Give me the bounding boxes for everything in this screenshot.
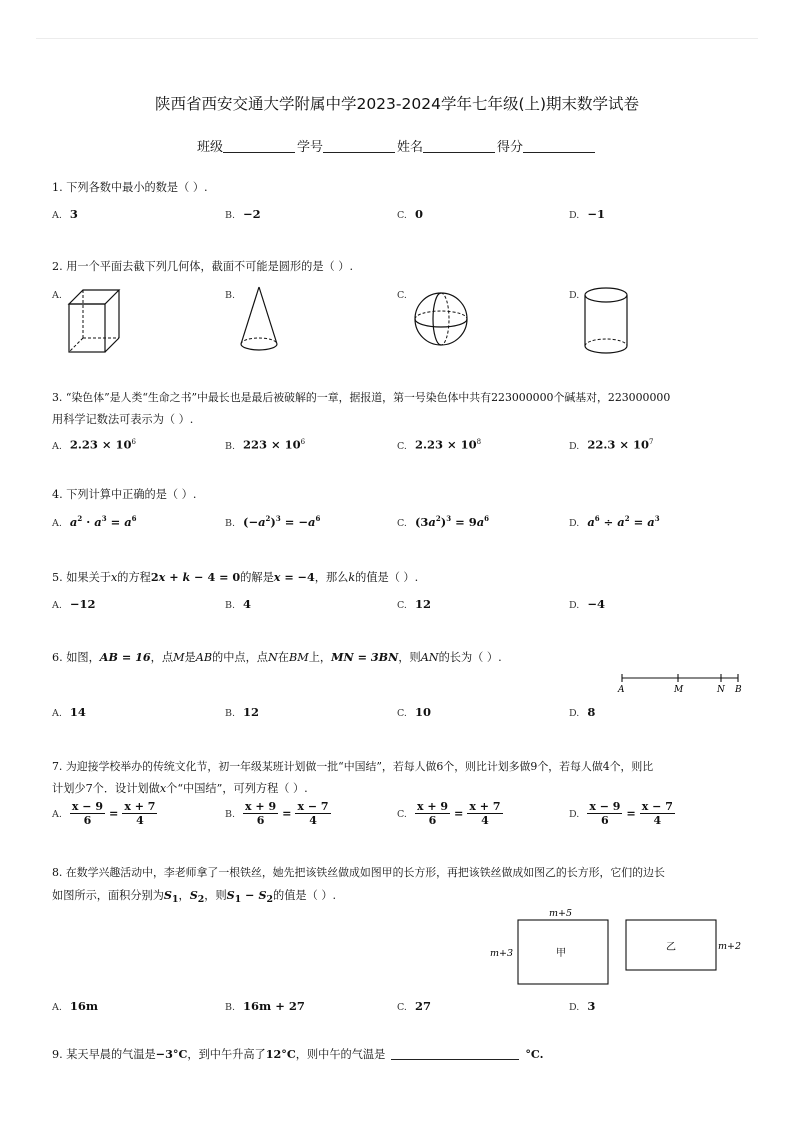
jia-top-label: m+5 bbox=[549, 908, 573, 919]
class-field: 班级 bbox=[197, 136, 297, 155]
option-b[interactable]: B. −2 bbox=[225, 207, 261, 221]
score-field: 得分 bbox=[497, 136, 597, 155]
question-4-stem: 4. 下列计算中正确的是（ ）. bbox=[52, 488, 197, 501]
option-a[interactable]: A. 3 bbox=[52, 207, 78, 221]
option-c[interactable]: C. $\frac{x + 9}{6}$ = $\frac{x + 7}{4}$ bbox=[397, 800, 501, 827]
option-c[interactable]: C. 12 bbox=[397, 597, 431, 611]
jia-center-label: 甲 bbox=[556, 948, 566, 959]
question-6-options bbox=[52, 701, 742, 723]
option-a[interactable]: A. $\frac{x - 9}{6}$ = $\frac{x + 7}{4}$ bbox=[52, 800, 156, 827]
cylinder-figure bbox=[582, 286, 632, 358]
student-id-blank[interactable] bbox=[323, 139, 395, 153]
option-c[interactable]: C. 10 bbox=[397, 705, 431, 719]
option-b[interactable]: B. 4 bbox=[225, 597, 252, 611]
option-d[interactable]: D. $22.3 \times 10^7$ bbox=[569, 437, 654, 452]
rectangles-figure bbox=[486, 906, 748, 988]
question-5 bbox=[52, 566, 742, 615]
option-b[interactable]: B. $223 \times 10^6$ bbox=[225, 437, 306, 452]
question-5-options bbox=[52, 593, 742, 615]
question-8-stem-line1: 8. 在数学兴趣活动中，李老师拿了一根铁丝，她先把该铁丝做成如图甲的长方形，再把该铁丝做成如图乙的长方形，它们的边长 bbox=[52, 866, 665, 879]
question-3-options bbox=[52, 431, 742, 453]
header-rule bbox=[36, 38, 758, 39]
question-1-stem: 1. 下列各数中最小的数是（ ）. bbox=[52, 181, 208, 194]
option-d[interactable]: D. $a^6 \div a^2 = a^3$ bbox=[569, 514, 660, 529]
question-4-options bbox=[52, 508, 742, 530]
question-2-options bbox=[52, 284, 742, 364]
option-a[interactable]: A. bbox=[52, 290, 62, 301]
point-m-label: M bbox=[674, 685, 684, 694]
question-1 bbox=[52, 177, 742, 225]
question-8-stem-line2: 如图所示，面积分别为$S_1$，$S_2$，则$S_1 - S_2$的值是（ ）. bbox=[52, 888, 337, 906]
question-9 bbox=[52, 1043, 742, 1066]
option-c[interactable]: C. 0 bbox=[397, 207, 423, 221]
option-d[interactable]: D. 8 bbox=[569, 705, 596, 719]
segment-figure bbox=[616, 670, 746, 694]
option-a[interactable]: A. $2.23 \times 10^6$ bbox=[52, 437, 137, 452]
student-id-field: 学号 bbox=[297, 136, 397, 155]
option-b[interactable]: B. $(-a^2)^3 = -a^6$ bbox=[225, 514, 321, 529]
option-d[interactable]: D. −1 bbox=[569, 207, 605, 221]
option-d[interactable]: D. 3 bbox=[569, 999, 596, 1014]
class-blank[interactable] bbox=[223, 139, 295, 153]
option-c[interactable]: C. $2.23 \times 10^8$ bbox=[397, 437, 482, 452]
option-d[interactable]: D. bbox=[569, 290, 580, 301]
point-b-label: B bbox=[735, 685, 742, 694]
score-blank[interactable] bbox=[523, 139, 595, 153]
question-7-options bbox=[52, 800, 742, 834]
answer-blank[interactable] bbox=[391, 1047, 519, 1060]
question-6-stem: 6. 如图，AB = 16，点M是AB的中点，点N在BM上，MN = 3BN，则AN的长为（ ）. bbox=[52, 650, 502, 664]
yi-right-label: m+2 bbox=[718, 941, 742, 952]
question-7-stem-line2: 计划少7个．设计划做x个“中国结”，可列方程（ ）. bbox=[52, 782, 308, 795]
option-b[interactable]: B. bbox=[225, 290, 236, 301]
option-d[interactable]: D. $\frac{x - 9}{6}$ = $\frac{x - 7}{4}$ bbox=[569, 800, 673, 827]
student-info-line bbox=[0, 136, 794, 155]
question-4 bbox=[52, 484, 742, 530]
option-b[interactable]: B. 16m + 27 bbox=[225, 999, 305, 1014]
option-a[interactable]: A. −12 bbox=[52, 597, 96, 611]
question-7 bbox=[52, 756, 742, 834]
yi-center-label: 乙 bbox=[666, 942, 676, 953]
option-b[interactable]: B. 12 bbox=[225, 705, 260, 719]
question-2 bbox=[52, 256, 742, 364]
question-8-options bbox=[52, 995, 742, 1017]
name-blank[interactable] bbox=[423, 139, 495, 153]
page-title: 陕西省西安交通大学附属中学2023-2024学年七年级(上)期末数学试卷 bbox=[154, 95, 640, 113]
cuboid-figure bbox=[66, 286, 126, 356]
question-7-stem-line1: 7. 为迎接学校举办的传统文化节，初一年级某班计划做一批“中国结”，若每人做6个，则比计划多做9个，若每人做4个，则比 bbox=[52, 760, 654, 773]
question-9-stem: 9. 某天早晨的气温是−3°C，到中午升高了12°C，则中午的气温是 °C. bbox=[52, 1047, 544, 1061]
option-c[interactable]: C. 27 bbox=[397, 999, 431, 1014]
question-2-stem: 2. 用一个平面去截下列几何体，截面不可能是圆形的是（ ）. bbox=[52, 260, 354, 273]
option-d[interactable]: D. −4 bbox=[569, 597, 605, 611]
question-3-stem-line2: 用科学记数法可表示为（ ）. bbox=[52, 413, 194, 426]
question-3 bbox=[52, 387, 742, 453]
option-c[interactable]: C. $(3a^2)^3 = 9a^6$ bbox=[397, 514, 490, 529]
question-3-stem-line1: 3. “染色体”是人类“生命之书”中最长也是最后被破解的一章，据报道，第一号染色体中共有223000000个碱基对，223000000 bbox=[52, 391, 671, 404]
option-b[interactable]: B. $\frac{x + 9}{6}$ = $\frac{x - 7}{4}$ bbox=[225, 800, 329, 827]
question-1-options bbox=[52, 203, 742, 225]
question-5-stem: 5. 如果关于x的方程2x + k − 4 = 0的解是x = −4，那么k的值是（ ）. bbox=[52, 570, 419, 584]
sphere-figure bbox=[412, 290, 470, 348]
point-a-label: A bbox=[618, 685, 625, 694]
option-a[interactable]: A. $a^2 \cdot a^3 = a^6$ bbox=[52, 514, 137, 529]
option-c[interactable]: C. bbox=[397, 290, 407, 301]
option-a[interactable]: A. 16m bbox=[52, 999, 99, 1014]
question-8 bbox=[52, 862, 742, 1017]
option-a[interactable]: A. 14 bbox=[52, 705, 86, 719]
jia-left-label: m+3 bbox=[490, 948, 514, 959]
point-n-label: N bbox=[717, 685, 725, 694]
question-6 bbox=[52, 646, 742, 723]
name-field: 姓名 bbox=[397, 136, 497, 155]
cone-figure bbox=[238, 284, 282, 356]
